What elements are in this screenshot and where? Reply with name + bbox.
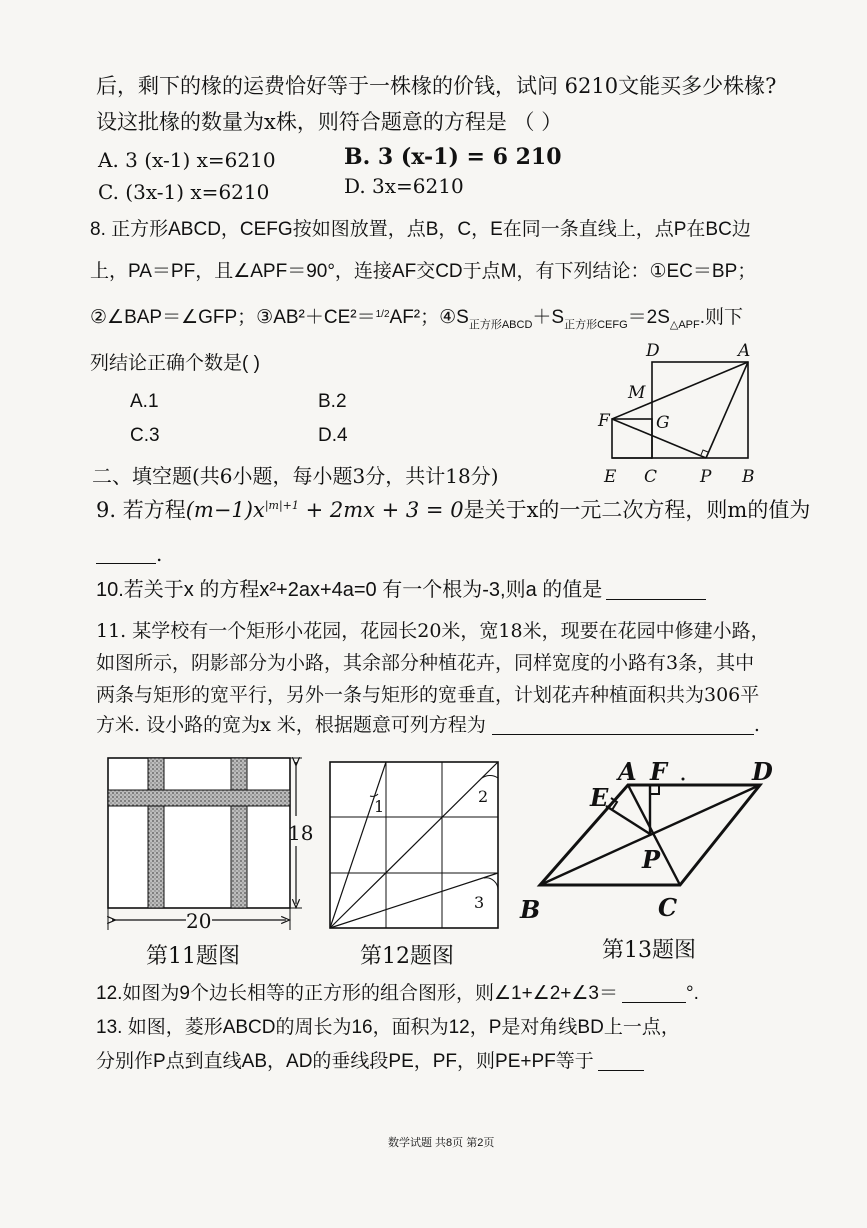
q12-end: °. (685, 983, 699, 1004)
q11-line3: 两条与矩形的宽平行，另外一条与矩形的宽垂直，计划花卉种植面积共为306平 (96, 684, 760, 706)
q8-option-b: B.2 (318, 391, 347, 412)
section-2-heading: 二、填空题(共6小题，每小题3分，共计18分) (92, 464, 499, 488)
q13-line1: 13. 如图，菱形ABCD的周长为16，面积为12，P是对角线BD上一点， (96, 1017, 680, 1038)
q9-equation: $(m-1)x^{|m|+1} + 2mx + 3 = 0$ (185, 498, 464, 522)
q12-line (96, 984, 699, 1003)
fig8-label-a: A (738, 341, 751, 361)
fig13-label-d: D (752, 757, 773, 786)
q7-line2: 设这批椽的数量为x株，则符合题意的方程是 （ ） (96, 110, 563, 134)
q8-line1: 8. 正方形ABCD，CEFG按如图放置，点B，C，E在同一条直线上，点P在BC边 (90, 219, 751, 240)
q9-end: . (156, 542, 163, 566)
q8-line2: 上，PA＝PF，且∠APF＝90°，连接AF交CD于点M，有下列结论：①EC＝BP； (90, 261, 757, 282)
q8-line3-part2: AF²；④S (389, 307, 469, 328)
q8-plus: ＋S (532, 307, 565, 328)
q11-line4-text: 方米. 设小路的宽为x 米，根据题意可列方程为 (96, 714, 486, 736)
q8-line3-part1: ②∠BAP＝∠GFP；③AB²＋CE²＝ (90, 307, 376, 328)
fig13-caption: 第13题图 (602, 938, 696, 963)
q8-option-d: D.4 (318, 425, 348, 446)
page-footer: 数学试题 共8页 第2页 (388, 1137, 495, 1149)
q7-option-b: B. 3 (x-1) = 6 210 (344, 144, 562, 170)
fig8-label-e: E (604, 467, 617, 487)
fig12-grid (330, 762, 498, 928)
q7-option-c: C. (3x-1) x=6210 (98, 180, 270, 204)
q13-line2-text: 分别作P点到直线AB，AD的垂线段PE，PF，则PE+PF等于 (96, 1051, 594, 1072)
q13-line2 (96, 1052, 644, 1071)
q10-text: 10.若关于x 的方程x²+2ax+4a=0 有一个根为-3,则a 的值是 (96, 579, 603, 601)
fig13-label-f: F (650, 757, 668, 786)
fig11-length-label: 20 (186, 909, 212, 933)
q8-tail: .则下 (699, 307, 744, 328)
q7-option-d: D. 3x=6210 (344, 174, 464, 198)
fig11-width-label: 18 (288, 821, 314, 845)
fig12-angle-3: 3 (474, 893, 485, 912)
q7-option-a: A. 3 (x-1) x=6210 (98, 148, 276, 172)
fig13-label-e: E (590, 783, 609, 812)
q9-post: 是关于x的一元二次方程，则m的值为 (463, 498, 811, 522)
fig8-label-b: B (742, 467, 755, 487)
q8-sub-cefg: 正方形CEFG (564, 318, 628, 331)
fig13-label-b: B (520, 895, 541, 924)
fig13-label-a: A (618, 757, 637, 786)
fig13-label-p: P (642, 845, 661, 874)
q8-sub-abcd: 正方形ABCD (468, 318, 533, 331)
q8-option-c: C.3 (130, 425, 160, 446)
q12-text: 12.如图为9个边长相等的正方形的组合图形，则∠1+∠2+∠3＝ (96, 983, 618, 1004)
q8-sub-apf: △APF (669, 318, 700, 331)
fig8-label-f: F (598, 411, 610, 431)
fig11-caption: 第11题图 (146, 944, 240, 969)
fig13-label-c: C (658, 893, 678, 922)
fig8-label-m: M (628, 383, 646, 403)
q8-fraction: 1/2 (375, 309, 390, 320)
fig11-garden (108, 758, 313, 933)
fig12-caption: 第12题图 (360, 944, 454, 969)
q7-line1: 后，剩下的椽的运费恰好等于一株椽的价钱，试问 6210文能买多少株椽? (96, 74, 777, 98)
q12-answer-blank[interactable] (622, 984, 686, 1003)
fig12-angle-2: 2 (478, 787, 489, 806)
q11-line1: 11. 某学校有一个矩形小花园，花园长20米，宽18米，现要在花园中修建小路， (96, 620, 770, 642)
fig8-label-g: G (656, 413, 670, 433)
q11-line2: 如图所示，阴影部分为小路，其余部分种植花卉，同样宽度的小路有3条，其中 (96, 652, 755, 674)
q9-exponent: |m|+1 (264, 499, 299, 512)
q11-end: . (753, 714, 760, 736)
fig12-angle-1: 1 (374, 797, 385, 816)
q9-pre: 9. 若方程 (96, 498, 186, 522)
q8-option-a: A.1 (130, 391, 159, 412)
fig8-label-c: C (644, 467, 658, 487)
q8-eq: ＝2S (627, 307, 670, 328)
fig8-label-p: P (700, 467, 712, 487)
fig8-label-d: D (646, 341, 660, 361)
q13-answer-blank[interactable] (598, 1052, 644, 1071)
q8-line4: 列结论正确个数是( ) (90, 353, 260, 374)
